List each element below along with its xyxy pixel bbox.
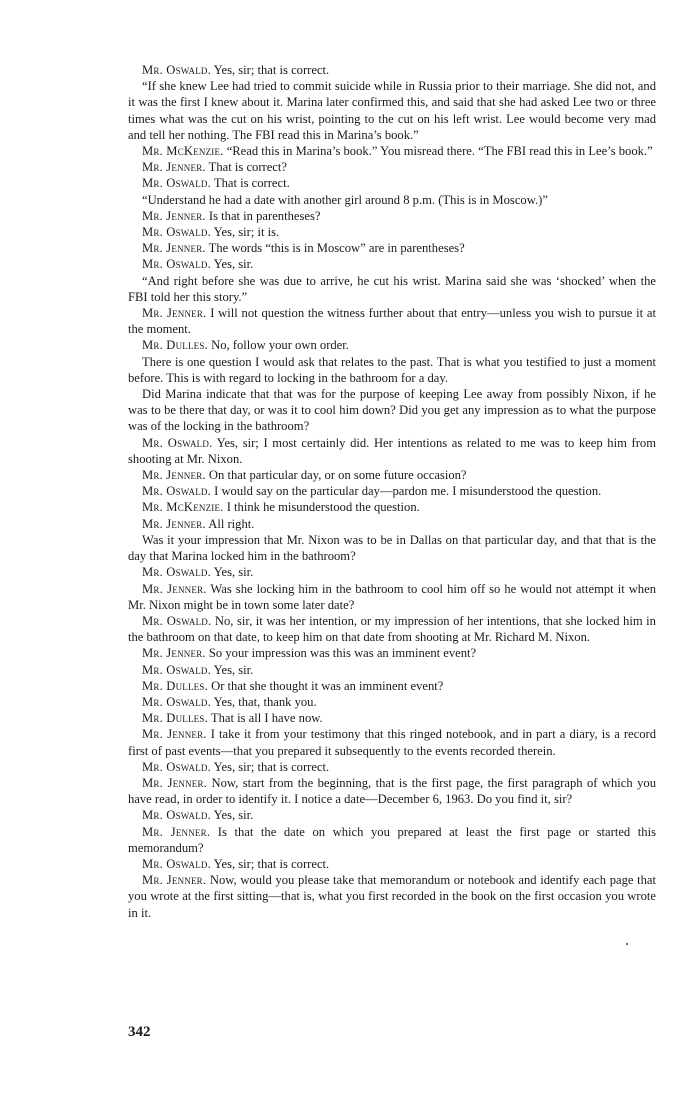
transcript-paragraph bbox=[128, 564, 656, 580]
speaker-name: Mr. Jenner. bbox=[142, 468, 206, 483]
speaker-name: Mr. Jenner. bbox=[142, 208, 206, 223]
transcript-paragraph bbox=[128, 824, 656, 856]
transcript-paragraph bbox=[128, 143, 656, 159]
speaker-name: Mr. Jenner. bbox=[142, 160, 206, 175]
paragraph-text: Yes, sir; I most certainly did. Her intentions as related to me was to keep him from shooting at Mr. Nixon. bbox=[128, 435, 656, 466]
paragraph-text: “If she knew Lee had tried to commit suicide while in Russia prior to their marriage. She did not, and it was the first I knew about it. Marina later confirmed this, and said that she had asked Lee two or three times what was the cut on his wrist, pointing to the cut on his left wrist. Lee would become very mad and tell her nothing. The FBI read this in Marina’s book.” bbox=[128, 79, 656, 142]
transcript-paragraph bbox=[128, 467, 656, 483]
transcript-paragraph bbox=[128, 386, 656, 435]
stray-mark bbox=[626, 943, 628, 945]
speaker-name: Mr. Dulles. bbox=[142, 678, 208, 693]
paragraph-text: I take it from your testimony that this ringed notebook, and in part a diary, is a record first of past events—that you prepared it subsequently to the events recorded therein. bbox=[128, 727, 657, 758]
transcript-paragraph bbox=[128, 726, 656, 758]
transcript-paragraph bbox=[128, 62, 656, 78]
speaker-name: Mr. Jenner. bbox=[142, 775, 208, 790]
transcript-paragraph bbox=[128, 483, 656, 499]
transcript-paragraph bbox=[128, 645, 656, 661]
paragraph-text: “Understand he had a date with another girl around 8 p.m. (This is in Moscow.)” bbox=[142, 192, 548, 207]
paragraph-text: Or that she thought it was an imminent event? bbox=[211, 678, 444, 693]
paragraph-text: There is one question I would ask that relates to the past. That is what you testified to just a moment before. This is with regard to locking in the bathroom for a day. bbox=[128, 354, 656, 385]
speaker-name: Mr. Oswald. bbox=[142, 63, 211, 77]
paragraph-text: That is all I have now. bbox=[210, 711, 323, 726]
transcript-paragraph bbox=[128, 305, 656, 337]
transcript-paragraph bbox=[128, 192, 656, 208]
transcript-paragraph bbox=[128, 678, 656, 694]
speaker-name: Mr. Jenner. bbox=[142, 306, 207, 321]
speaker-name: Mr. Jenner. bbox=[142, 241, 206, 256]
paragraph-text: Yes, sir; it is. bbox=[213, 225, 280, 240]
paragraph-text: I will not question the witness further about that entry—unless you wish to pursue it at the moment. bbox=[128, 306, 656, 337]
transcript-paragraph bbox=[128, 581, 656, 613]
paragraph-text: All right. bbox=[208, 516, 255, 531]
speaker-name: Mr. Jenner. bbox=[142, 581, 207, 596]
speaker-name: Mr. Oswald. bbox=[142, 435, 213, 450]
paragraph-text: The words “this is in Moscow” are in parentheses? bbox=[208, 241, 465, 256]
transcript-paragraph bbox=[128, 613, 656, 645]
transcript-paragraph bbox=[128, 872, 656, 921]
paragraph-text: Is that in parentheses? bbox=[208, 208, 321, 223]
transcript-paragraph bbox=[128, 175, 656, 191]
transcript-paragraph bbox=[128, 516, 656, 532]
transcript-paragraph bbox=[128, 273, 656, 305]
speaker-name: Mr. Jenner. bbox=[142, 516, 206, 531]
paragraph-text: Yes, sir; that is correct. bbox=[213, 759, 330, 774]
speaker-name: Mr. Oswald. bbox=[142, 759, 211, 774]
speaker-name: Mr. Oswald. bbox=[142, 176, 211, 191]
speaker-name: Mr. Jenner. bbox=[142, 727, 207, 742]
paragraph-text: I think he misunderstood the question. bbox=[226, 500, 420, 515]
paragraph-text: Yes, sir; that is correct. bbox=[213, 63, 330, 77]
transcript-paragraph bbox=[128, 775, 656, 807]
speaker-name: Mr. McKenzie. bbox=[142, 144, 224, 159]
transcript-paragraph bbox=[128, 337, 656, 353]
paragraph-text: Yes, sir; that is correct. bbox=[213, 856, 330, 871]
paragraph-text: Was she locking him in the bathroom to cool him off so he would not attempt it when Mr. Nixon might be in town some later date? bbox=[128, 581, 656, 612]
transcript-paragraph bbox=[128, 759, 656, 775]
transcript-paragraph bbox=[128, 240, 656, 256]
speaker-name: Mr. Oswald. bbox=[142, 257, 211, 272]
paragraph-text: Yes, sir. bbox=[213, 808, 254, 823]
paragraph-text: “Read this in Marina’s book.” You misread there. “The FBI read this in Lee’s book.” bbox=[226, 144, 653, 159]
speaker-name: Mr. Oswald. bbox=[142, 808, 211, 823]
transcript-paragraph bbox=[128, 159, 656, 175]
paragraph-text: No, follow your own order. bbox=[211, 338, 349, 353]
paragraph-text: Was it your impression that Mr. Nixon was to be in Dallas on that particular day, and that that is the day that Marina locked him in the bathroom? bbox=[128, 532, 656, 564]
transcript-paragraph bbox=[128, 807, 656, 823]
transcript-paragraph bbox=[128, 694, 656, 710]
paragraph-text: No, sir, it was her intention, or my impression of her intentions, that she locked him in the bathroom on that date, to keep him on that date from shooting at Mr. Richard M. Nixon. bbox=[128, 613, 656, 645]
paragraph-text: “And right before she was due to arrive, he cut his wrist. Marina said she was ‘shocked’ when the FBI told her this story.” bbox=[128, 273, 656, 304]
transcript-paragraph bbox=[128, 256, 656, 272]
paragraph-text: Did Marina indicate that that was for the purpose of keeping Lee away from possibly Nixon, if he was to be there that day, or was it to cool him down? Did you get any impression as to what the purpose was of the locking in the bathroom? bbox=[128, 387, 656, 434]
paragraph-text: Yes, that, thank you. bbox=[213, 694, 317, 709]
transcript-body bbox=[128, 62, 656, 921]
transcript-paragraph bbox=[128, 78, 656, 143]
paragraph-text: Yes, sir. bbox=[213, 662, 254, 677]
paragraph-text: Now, start from the beginning, that is the first page, the first paragraph of which you have read, in order to identify it. I notice a date—December 6, 1963. Do you find it, sir? bbox=[128, 775, 657, 807]
transcript-paragraph bbox=[128, 354, 656, 386]
speaker-name: Mr. Oswald. bbox=[142, 662, 211, 677]
speaker-name: Mr. Oswald. bbox=[142, 565, 211, 580]
transcript-paragraph bbox=[128, 224, 656, 240]
transcript-paragraph bbox=[128, 532, 656, 564]
speaker-name: Mr. Oswald. bbox=[142, 225, 211, 240]
transcript-paragraph bbox=[128, 710, 656, 726]
transcript-paragraph bbox=[128, 499, 656, 515]
paragraph-text: On that particular day, or on some future occasion? bbox=[208, 468, 467, 483]
speaker-name: Mr. Jenner. bbox=[142, 824, 211, 839]
paragraph-text: Is that the date on which you prepared at least the first page or started this memorandum? bbox=[128, 824, 657, 855]
speaker-name: Mr. Oswald. bbox=[142, 694, 211, 709]
paragraph-text: I would say on the particular day—pardon me. I misunderstood the question. bbox=[214, 484, 602, 499]
page-number: 342 bbox=[128, 1024, 151, 1040]
speaker-name: Mr. Oswald. bbox=[142, 613, 212, 628]
paragraph-text: That is correct? bbox=[208, 160, 287, 175]
speaker-name: Mr. Oswald. bbox=[142, 856, 211, 871]
transcript-paragraph bbox=[128, 435, 656, 467]
paragraph-text: Yes, sir. bbox=[213, 257, 254, 272]
speaker-name: Mr. Jenner. bbox=[142, 873, 207, 888]
transcript-paragraph bbox=[128, 856, 656, 872]
paragraph-text: Now, would you please take that memorandum or notebook and identify each page that you wrote at the first sitting—that is, what you first recorded in the book on the first occasion you wrote in it. bbox=[128, 873, 656, 920]
speaker-name: Mr. Dulles. bbox=[142, 711, 208, 726]
paragraph-text: That is correct. bbox=[213, 176, 290, 191]
transcript-paragraph bbox=[128, 208, 656, 224]
speaker-name: Mr. McKenzie. bbox=[142, 500, 224, 515]
paragraph-text: So your impression was this was an imminent event? bbox=[208, 646, 477, 661]
speaker-name: Mr. Oswald. bbox=[142, 484, 211, 499]
transcript-paragraph bbox=[128, 662, 656, 678]
speaker-name: Mr. Jenner. bbox=[142, 646, 206, 661]
paragraph-text: Yes, sir. bbox=[213, 565, 254, 580]
speaker-name: Mr. Dulles. bbox=[142, 338, 208, 353]
